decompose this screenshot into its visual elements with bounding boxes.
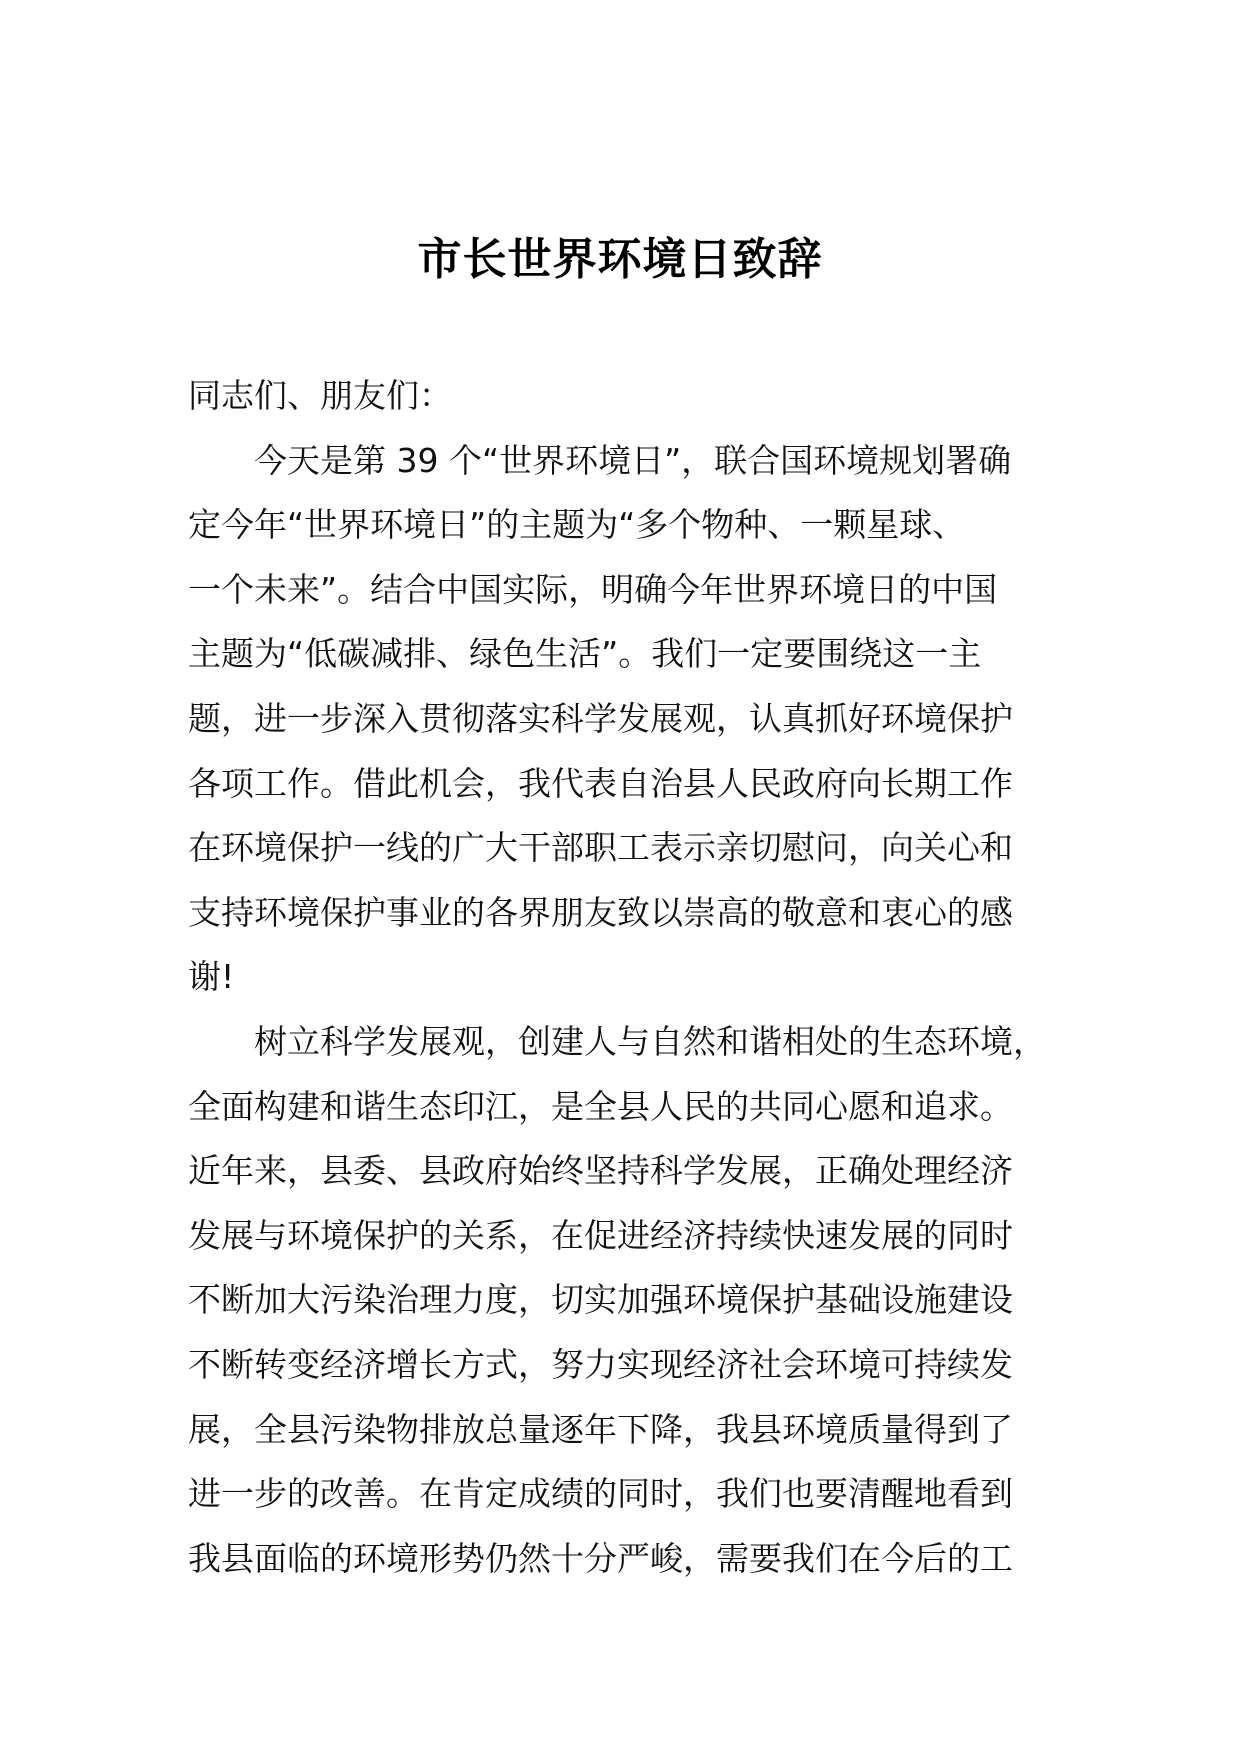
body-line: 进一步的改善。在肯定成绩的同时，我们也要清醒地看到 xyxy=(188,1474,1013,1514)
body-line: 谢! xyxy=(188,957,235,997)
body-line: 今天是第 39 个“世界环境日”，联合国环境规划署确 xyxy=(254,440,1012,480)
body-line: 近年来，县委、县政府始终坚持科学发展，正确处理经济 xyxy=(188,1151,1013,1191)
body-line: 定今年“世界环境日”的主题为“多个物种、一颗星球、 xyxy=(188,505,966,545)
body-line: 不断加大污染治理力度，切实加强环境保护基础设施建设 xyxy=(188,1280,1013,1320)
body-line: 一个未来”。结合中国实际，明确今年世界环境日的中国 xyxy=(188,569,998,609)
document-body xyxy=(188,364,1058,1591)
body-line: 全面构建和谐生态印江，是全县人民的共同心愿和追求。 xyxy=(188,1086,1013,1126)
body-line: 展，全县污染物排放总量逐年下降，我县环境质量得到了 xyxy=(188,1409,1013,1449)
body-line: 不断转变经济增长方式，努力实现经济社会环境可持续发 xyxy=(188,1344,1013,1384)
body-line: 同志们、朋友们： xyxy=(188,376,452,415)
body-line: 我县面临的环境形势仍然十分严峻，需要我们在今后的工 xyxy=(188,1538,1013,1578)
document-title: 市长世界环境日致辞 xyxy=(417,234,823,285)
body-line: 支持环境保护事业的各界朋友致以崇高的敬意和衷心的感 xyxy=(188,892,1013,932)
body-line: 发展与环境保护的关系，在促进经济持续快速发展的同时 xyxy=(188,1215,1013,1255)
body-line: 题，进一步深入贯彻落实科学发展观，认真抓好环境保护 xyxy=(188,698,1013,738)
body-line: 树立科学发展观，创建人与自然和谐相处的生态环境， xyxy=(254,1021,1046,1061)
body-line: 主题为“低碳减排、绿色生活”。我们一定要围绕这一主 xyxy=(188,634,982,674)
body-line: 各项工作。借此机会，我代表自治县人民政府向长期工作 xyxy=(188,763,1013,803)
body-line: 在环境保护一线的广大干部职工表示亲切慰问，向关心和 xyxy=(188,828,1013,868)
